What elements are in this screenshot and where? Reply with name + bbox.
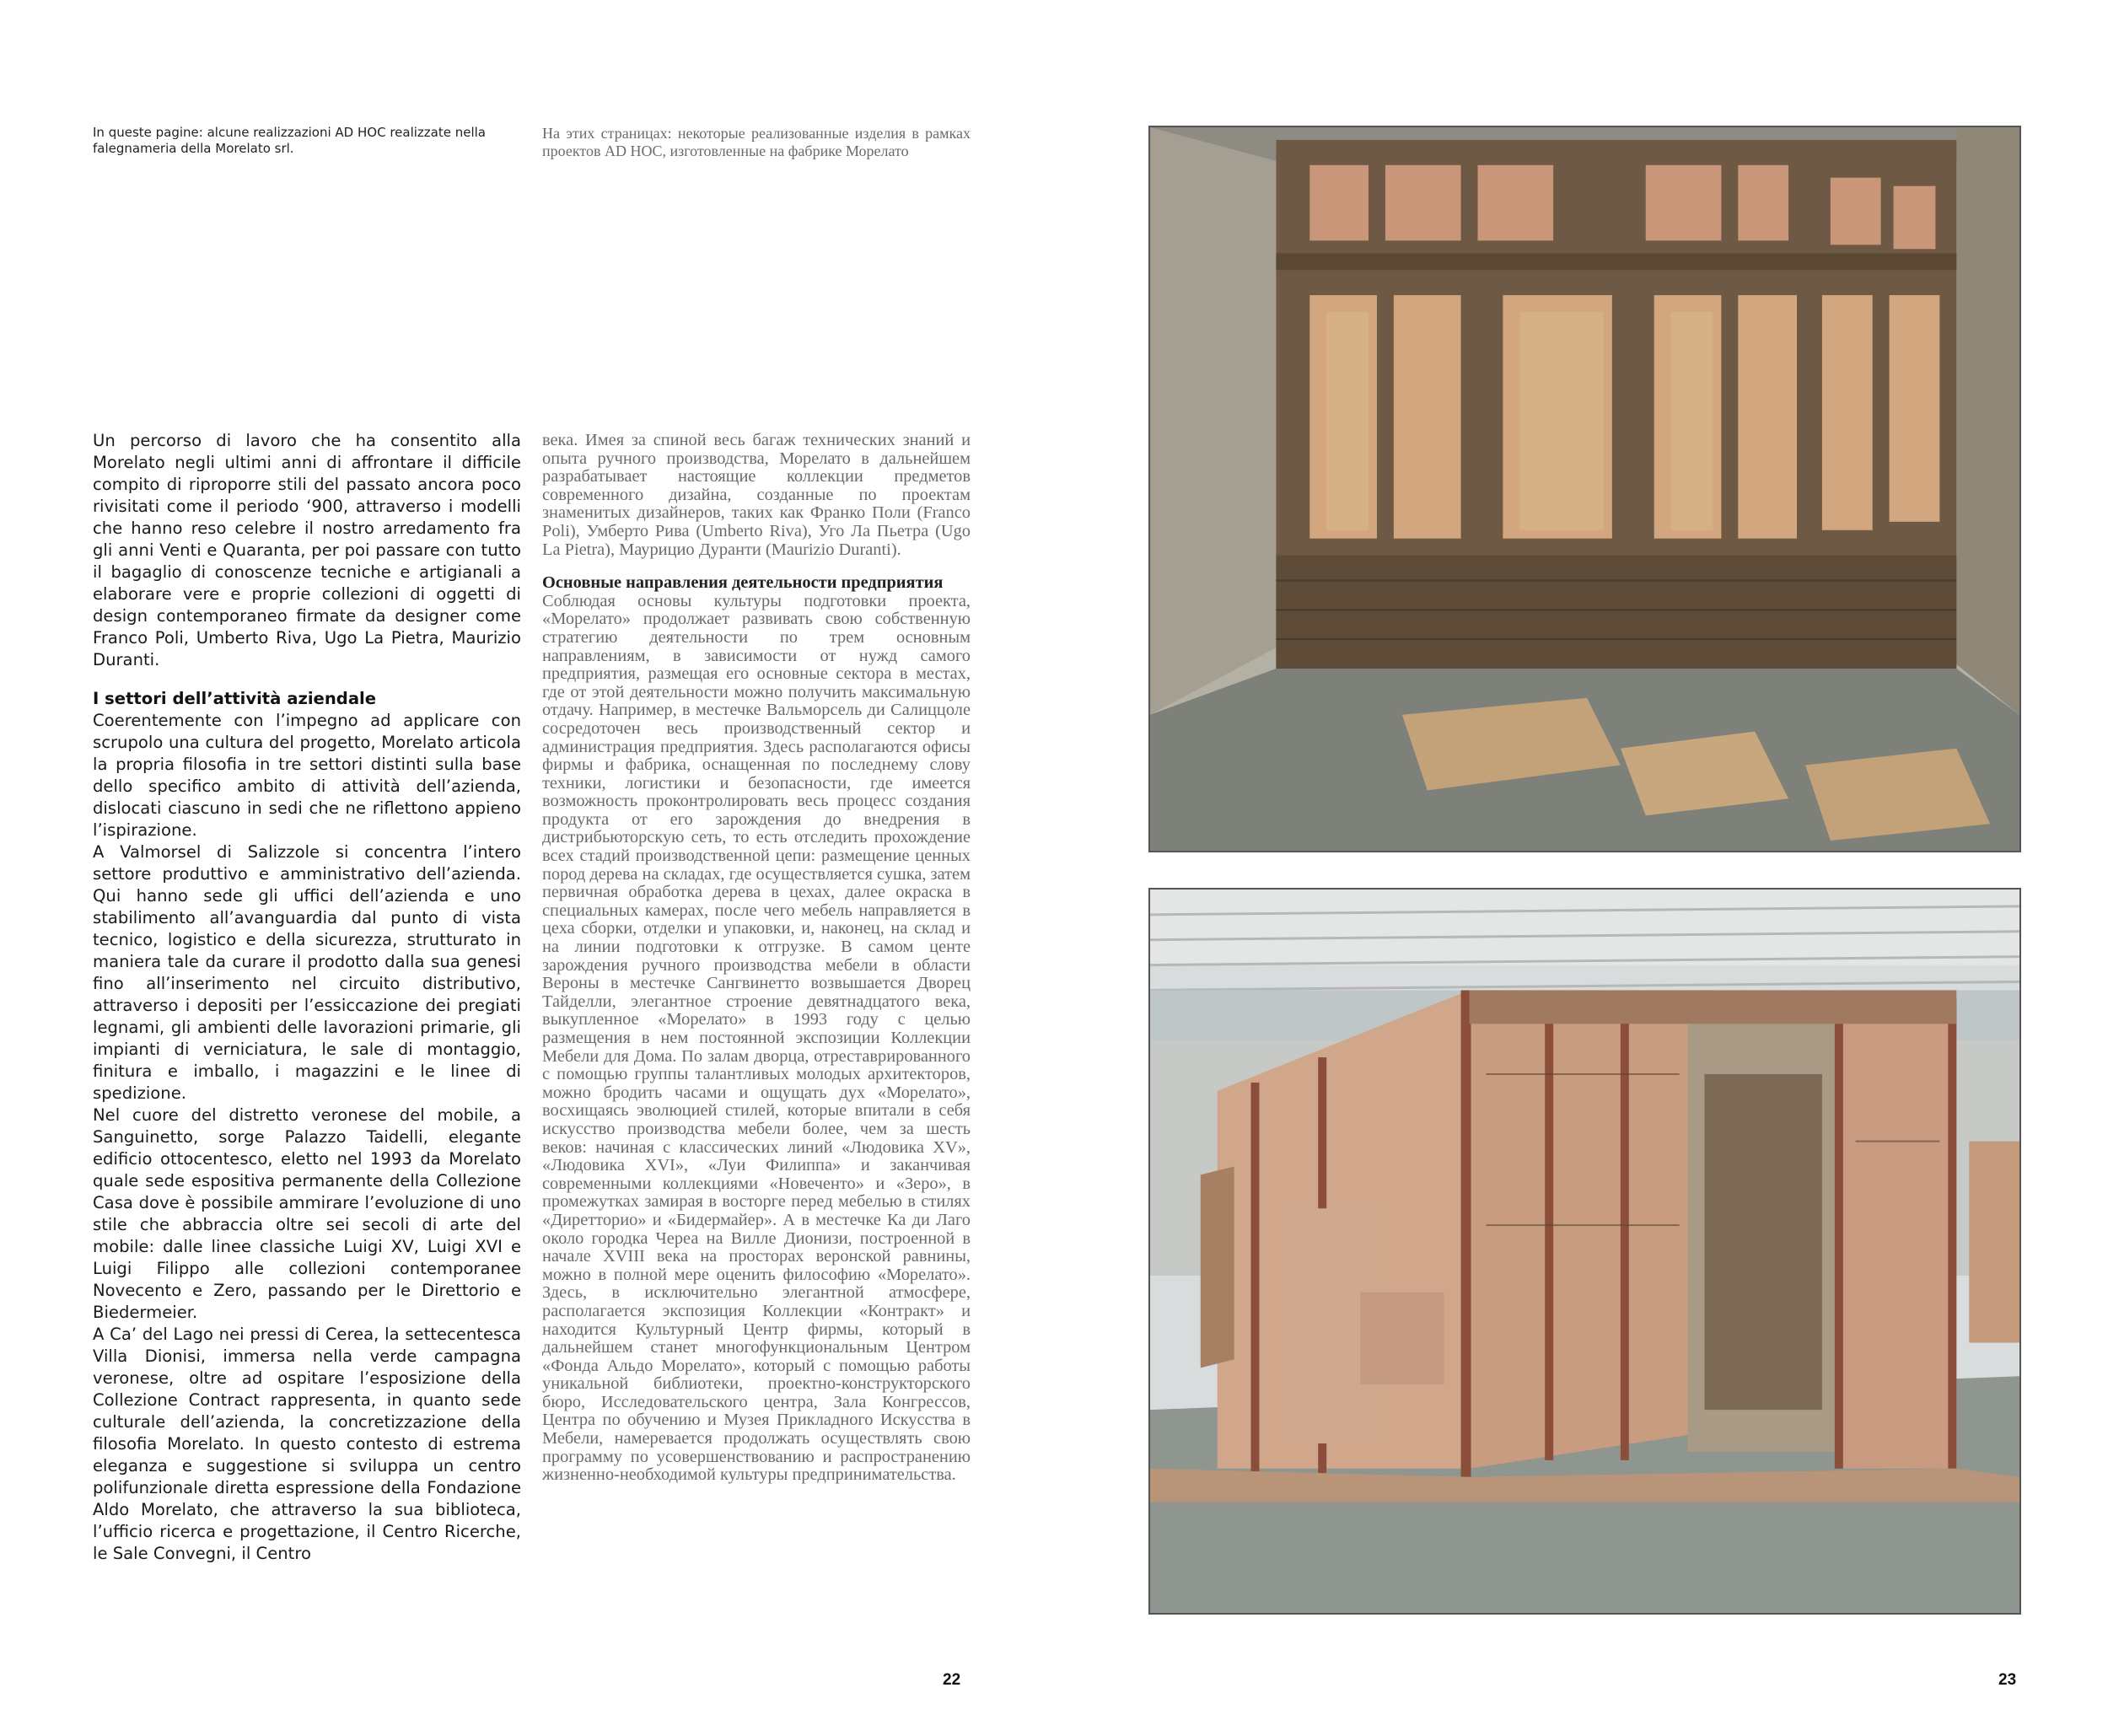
russian-section-heading: Основные направления деятельности предприятия: [542, 573, 944, 593]
russian-paragraph: века. Имея за спиной весь багаж технических знаний и опыта ручного производства, Морелато в дальнейшем разрабатывает настоящие коллекции предметов современного дизайна, созданные по проектам знаменитых дизайнеров, таких как Франко Поли (Franco Poli), Умберто Рива (Umberto Riva), Уго Ла Пьетра (Ugo La Pietra), Маурицио Дуранти (Maurizio Duranti).: [542, 431, 971, 559]
russian-paragraph: Соблюдая основы культуры подготовки проекта, «Морелато» продолжает развивать свою собственную стратегию деятельности по трем основным направлениям, в зависимости от нужд самого предприятия, размещая его основные сектора в местах, где от этой деятельности можно получить максимальную отдачу. Например, в местечке Вальморсель ди Салиццоле сосредоточен весь производственный сектор и администрация предприятия. Здесь располагаются офисы фирмы и фабрика, оснащенная по последнему слову техники, логистики и безопасности, где имеется возможность проконтролировать весь процесс создания продукта от его зарождения до внедрения в дистрибьюторскую сеть, то есть отследить прохождение всех стадий производственной цепи: размещение ценных пород дерева на складах, где осуществляется сушка, затем первичная обработка дерева в цехах, далее окраска в специальных камерах, после чего мебель направляется в цеха сборки, отделки и упаковки, и, наконец, на склад и на линии подготовки к отгрузке. В самом центе зарождения ручного производства мебели в области Вероны в местечке Сангвинетто возвышается Дворец Тайделли, элегантное строение девятнадцатого века, выкупленное «Морелато» в 1993 году с целью размещения в нем постоянной экспозиции Коллекции Мебели для Дома. По залам дворца, отреставрированного с помощью группы талантливых молодых архитекторов, можно бродить часами и ощущать дух «Морелато», восхищаясь эволюцией стилей, которые впитали в себя искусство производства мебели более, чем за шесть веков: начиная с классических линий «Людовика XV», «Людовика XVI», «Луи Филиппа» и заканчивая современными коллекциями «Новеченто» и «Зеро», в промежутках замирая в восторге перед мебелью в стилях «Диретторио» и «Бидермайер». А в местечке Ка ди Лаго около городка Череа на Вилле Дионизи, построенной в начале XVIII века на просторах веронской равнины, можно в полной мере оценить философию «Морелато». Здесь, в исключительно элегантной атмосфере, располагается экспозиция Коллекции «Контракт» и находится Культурный Центр фирмы, который в дальнейшем станет многофункциональным Центром «Фонда Альдо Морелато», который с помощью работы уникальной библиотеки, проектно-конструкторского бюро, Исследовательского центра, Зала Конгрессов, Центра по обучению и Музея Прикладного Искусства в Мебели, намеревается продолжать осуществлять свою программу по усовершенствованию и распространению жизненно-необходимой культуры предпринимательства.: [542, 591, 971, 1485]
cabinet-wall-illustration: [1150, 127, 2019, 851]
photo-wooden-booth: [1148, 888, 2021, 1615]
page-number-left: 22: [943, 1671, 961, 1689]
page-number-right: 23: [1998, 1671, 2017, 1689]
italian-paragraph: Un percorso di lavoro che ha consentito alla Morelato negli ultimi anni di affrontare il difficile compito di riproporre stili del passato ancora poco rivisitati come il periodo ‘900, attraverso i modelli che hanno reso celebre il nostro arredamento fra gli anni Venti e Quaranta, per poi passare con tutto il bagaglio di conoscenze tecniche e artigianali a elaborare vere e proprie collezioni di oggetti di design contemporaneo firmate da designer come Franco Poli, Umberto Riva, Ugo La Pietra, Maurizio Duranti.: [93, 431, 521, 669]
russian-text-column: [542, 432, 971, 1485]
italian-paragraph: A Ca’ del Lago nei pressi di Cerea, la settecentesca Villa Dionisi, immersa nella verde campagna veronese, oltre ad ospitare l’esposizione della Collezione Contract rappresenta, in quanto sede culturale dell’azienda, la concretizzazione della filosofia Morelato. In questo contesto di estrema eleganza e suggestione si sviluppa un centro polifunzionale diretta espressione della Fondazione Aldo Morelato, che attraverso la sua biblioteca, l’ufficio ricerca e progettazione, il Centro Ricerche, le Sale Convegni, il Centro: [93, 1325, 521, 1563]
italian-paragraph: Nel cuore del distretto veronese del mobile, a Sanguinetto, sorge Palazzo Taidelli, elegante edificio ottocentesco, eletto nel 1993 da Morelato quale sede espositiva permanente della Collezione Casa dove è possibile ammirare l’evoluzione di uno stile che abbraccia oltre sei secoli di arte del mobile: dalle linee classiche Luigi XV, Luigi XVI e Luigi Filippo alle collezioni contemporanee Novecento e Zero, passando per le Direttorio e Biedermeier.: [93, 1105, 521, 1322]
italian-text-column: [93, 430, 521, 1565]
photo-cabinet-wall: [1148, 126, 2021, 852]
wooden-booth-illustration: [1150, 889, 2019, 1613]
italian-paragraph: A Valmorsel di Salizzole si concentra l’intero settore produttivo e amministrativo dell’azienda. Qui hanno sede gli uffici dell’azienda e uno stabilimento all’avanguardia dal punto di vista tecnico, logistico e della sicurezza, strutturato in maniera tale da curare il prodotto dalla sua genesi fino all’inserimento nel circuito distributivo, attraverso i depositi per l’essiccazione dei pregiati legnami, gli ambienti delle lavorazioni primarie, gli impianti di verniciatura, le sale di montaggio, finitura e imballo, i magazzini e le linee di spedizione.: [93, 842, 521, 1103]
italian-section-heading: I settori dell’attività aziendale: [93, 689, 377, 708]
italian-paragraph: Coerentemente con l’impegno ad applicare con scrupolo una cultura del progetto, Morelato articola la propria filosofia in tre settori distinti sulla base dello specifico ambito di attività dell’azienda, dislocati ciascuno in sedi che ne riflettono appieno l’ispirazione.: [93, 711, 521, 840]
caption-russian: На этих страницах: некоторые реализованные изделия в рамках проектов AD HOC, изготовленные на фабрике Морелато: [542, 125, 971, 159]
caption-italian: In queste pagine: alcune realizzazioni AD HOC realizzate nella falegnameria della Morelato srl.: [93, 125, 486, 156]
